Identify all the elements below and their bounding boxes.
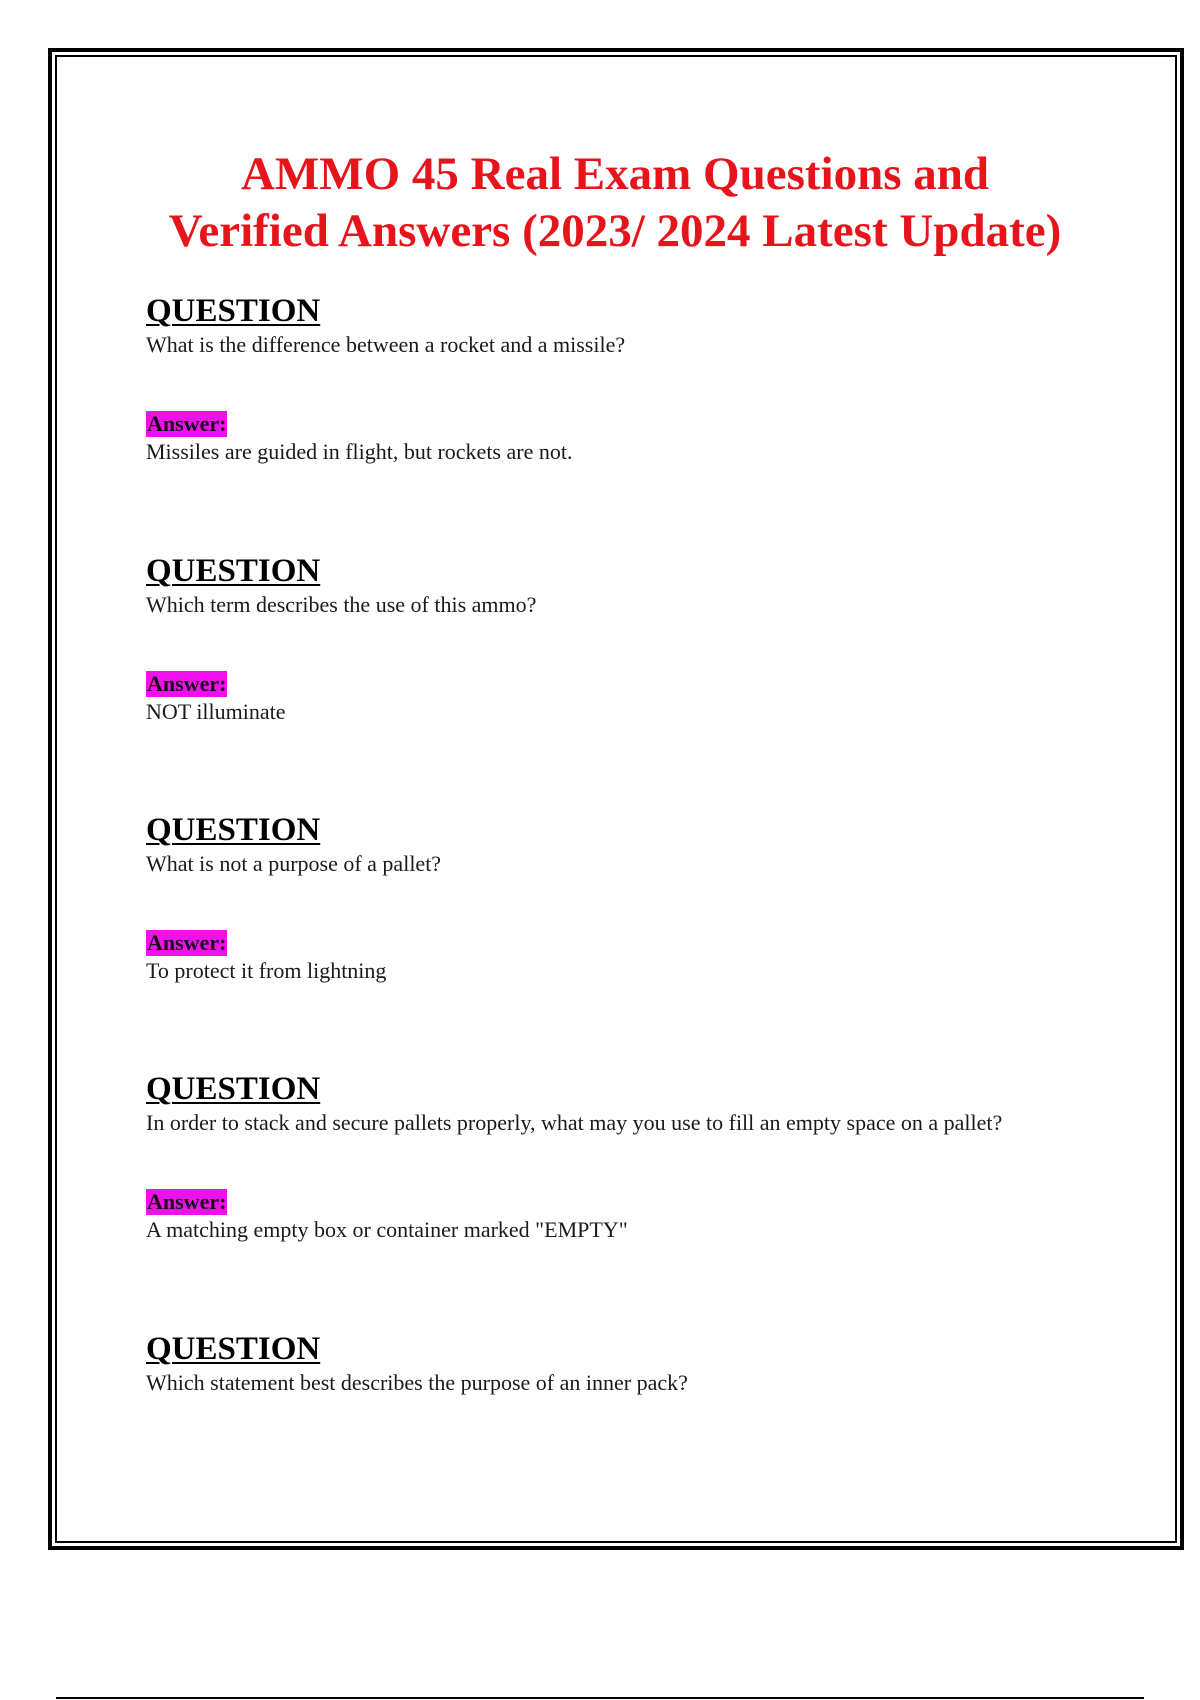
- question-text: What is not a purpose of a pallet?: [146, 851, 442, 876]
- question-text: Which statement best describes the purpose of an inner pack?: [146, 1370, 688, 1395]
- answer-label: Answer:: [147, 411, 227, 436]
- question-text: Which term describes the use of this ammo?: [146, 592, 537, 617]
- question-heading: QUESTION: [146, 293, 321, 329]
- question-text: In order to stack and secure pallets properly, what may you use to fill an empty space on a pallet?: [146, 1110, 1003, 1135]
- question-heading: QUESTION: [146, 1071, 321, 1107]
- answer-text: A matching empty box or container marked "EMPTY": [146, 1217, 628, 1242]
- question-heading: QUESTION: [146, 812, 321, 848]
- answer-label: Answer:: [147, 930, 227, 955]
- footer-divider: [56, 1697, 1144, 1699]
- qa-item-1: [146, 293, 1146, 466]
- question-text: What is the difference between a rocket and a missile?: [146, 332, 626, 357]
- qa-item-5: [146, 1331, 1146, 1397]
- page-border-inner: [55, 55, 1177, 1543]
- answer-text: Missiles are guided in flight, but rockets are not.: [146, 439, 573, 464]
- question-heading: QUESTION: [146, 1331, 321, 1367]
- qa-item-4: [146, 1071, 1146, 1244]
- document-title: [100, 146, 1130, 260]
- title-line-1: AMMO 45 Real Exam Questions and: [240, 148, 990, 200]
- answer-label: Answer:: [147, 671, 227, 696]
- answer-text: To protect it from lightning: [146, 958, 387, 983]
- title-line-2: Verified Answers (2023/ 2024 Latest Update): [168, 205, 1062, 257]
- qa-item-3: [146, 812, 1146, 985]
- question-heading: QUESTION: [146, 553, 321, 589]
- answer-label: Answer:: [147, 1189, 227, 1214]
- qa-item-2: [146, 553, 1146, 726]
- answer-text: NOT illuminate: [146, 699, 286, 724]
